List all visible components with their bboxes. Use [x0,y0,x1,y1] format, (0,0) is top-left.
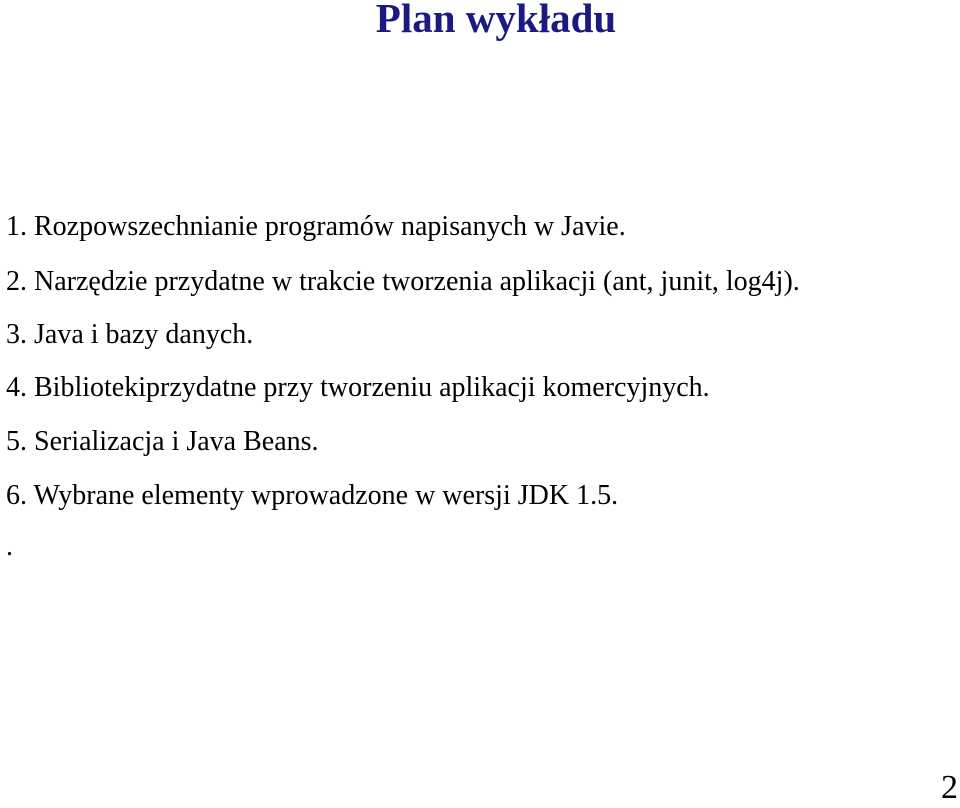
agenda-item: 4. Bibliotekiprzydatne przy tworzeniu aplikacji komercyjnych. [6,372,710,403]
trailing-mark: . [6,531,13,562]
page-number: 2 [941,769,958,806]
agenda-item: 1. Rozpowszechnianie programów napisanych w Javie. [6,211,626,242]
slide-title: Plan wykładu [375,0,617,41]
agenda-item: 3. Java i bazy danych. [6,319,254,350]
agenda-item: 2. Narzędzie przydatne w trakcie tworzenia aplikacji (ant, junit, log4j). [6,266,800,297]
agenda-item: 5. Serializacja i Java Beans. [6,426,319,457]
agenda-item: 6. Wybrane elementy wprowadzone w wersji JDK 1.5. [6,480,619,511]
